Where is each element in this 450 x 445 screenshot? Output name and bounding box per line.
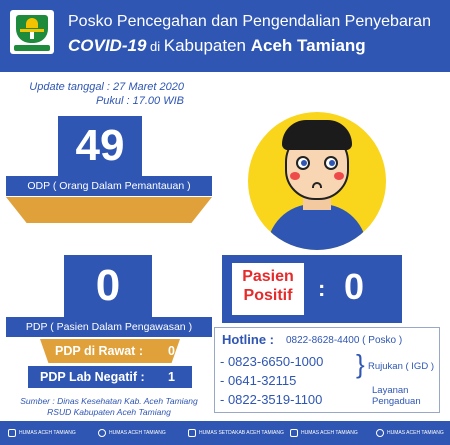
footer-email-link[interactable]: [290, 428, 358, 438]
title-covid: COVID-19: [68, 36, 147, 55]
positive-value: 0: [344, 266, 365, 307]
positive-label-line-1: Pasien: [242, 268, 294, 285]
update-time: Pukul : 17.00 WIB: [95, 95, 184, 107]
title-place: Aceh Tamiang: [250, 36, 366, 55]
hotline-rujukan-label: Rujukan ( IGD ): [368, 361, 434, 372]
pdp-negatif-value: 1: [168, 370, 175, 384]
layanan-line-1: Layanan: [372, 385, 409, 396]
title-di: di: [146, 39, 164, 54]
footer-web-link[interactable]: [376, 428, 444, 438]
illustration-hair: [282, 120, 352, 150]
logo-dome: [26, 18, 38, 28]
footer-item-label: HUMAS ACEH TAMIANG: [19, 430, 76, 436]
positive-label-line-2: Positif: [243, 287, 293, 304]
pdp-label: PDP ( Pasien Dalam Pengawasan ): [6, 317, 212, 337]
sick-person-illustration: [248, 112, 386, 250]
title-kabupaten: Kabupaten: [163, 36, 251, 55]
email-icon: [290, 429, 298, 437]
footer-facebook-link[interactable]: [8, 428, 76, 438]
odp-label: ODP ( Orang Dalam Pemantauan ): [6, 176, 212, 196]
hotline-number-2[interactable]: - 0641-32115: [220, 373, 297, 388]
logo-shield: [16, 15, 48, 43]
illustration-torso: [267, 204, 367, 250]
instagram-icon: [98, 429, 106, 437]
pdp-negatif-label: PDP Lab Negatif :: [40, 370, 145, 384]
title-line-1: Posko Pencegahan dan Pengendalian Penyebaran: [68, 13, 431, 30]
hotline-layanan-label: [372, 385, 421, 407]
hotline-brace: }: [356, 349, 365, 379]
title-line-2: [68, 36, 448, 56]
source-note: [6, 396, 212, 418]
illustration-pupil-left: [301, 160, 307, 166]
pdp-value: 0: [95, 261, 121, 310]
update-info: [0, 80, 184, 108]
layanan-line-2: Pengaduan: [372, 396, 421, 407]
footer-item-label: HUMAS ACEH TAMIANG: [109, 430, 166, 436]
update-date: Update tanggal : 27 Maret 2020: [29, 81, 184, 93]
logo-ribbon: [14, 45, 50, 51]
footer-item-label: HUMAS ACEH TAMIANG: [301, 430, 358, 436]
footer-item-label: HUMAS SETDAKAB ACEH TAMIANG: [199, 430, 284, 436]
facebook-icon: [8, 429, 16, 437]
illustration-pupil-right: [329, 160, 335, 166]
source-line-1: Sumber : Dinas Kesehatan Kab. Aceh Tamiang: [20, 396, 198, 406]
illustration-mouth: [312, 182, 322, 188]
pdp-dirawat-value: 0: [168, 344, 175, 358]
hotline-posko-number[interactable]: 0822-8628-4400 ( Posko ): [286, 335, 403, 346]
web-icon: [376, 429, 384, 437]
odp-decorative-base: [6, 197, 212, 223]
logo-tower: [30, 32, 34, 39]
positive-colon: :: [318, 276, 326, 301]
source-line-2: RSUD Kabupaten Aceh Tamiang: [47, 407, 171, 417]
pdp-dirawat-label: PDP di Rawat :: [55, 344, 143, 358]
regency-logo-icon: [10, 10, 54, 54]
hotline-number-1[interactable]: - 0823-6650-1000: [220, 354, 324, 369]
footer-facebook-setdakab-link[interactable]: [188, 428, 284, 438]
odp-value: 49: [75, 121, 125, 170]
facebook-icon: [188, 429, 196, 437]
illustration-cheek-right: [334, 172, 344, 180]
hotline-number-3[interactable]: - 0822-3519-1100: [220, 392, 323, 407]
footer-instagram-link[interactable]: [98, 428, 166, 438]
illustration-cheek-left: [290, 172, 300, 180]
footer-item-label: HUMAS ACEH TAMIANG: [387, 430, 444, 436]
hotline-title: Hotline :: [222, 332, 274, 347]
